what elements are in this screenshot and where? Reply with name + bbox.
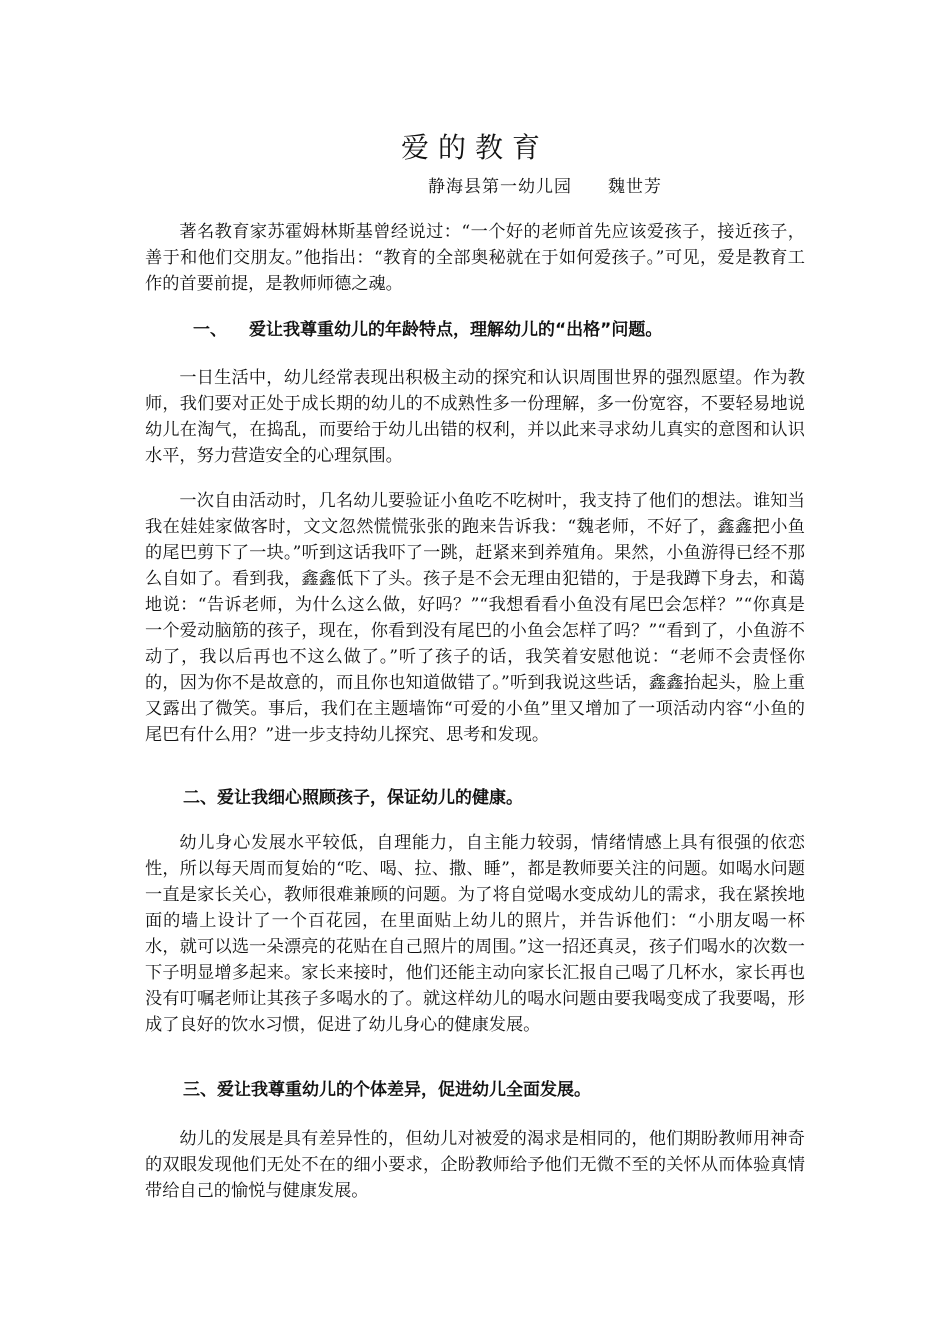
byline (428, 174, 662, 200)
section-1-paragraph-2: 一次自由活动时，几名幼儿要验证小鱼吃不吃树叶，我支持了他们的想法。谁知当我在娃娃家做客时，文文忽然慌慌张张的跑来告诉我：“魏老师，不好了，鑫鑫把小鱼的尾巴剪下了一块。”听到这话我吓了一跳，赶紧来到养殖角。果然，小鱼游得已经不那么自如了。看到我，鑫鑫低下了头。孩子是不会无理由犯错的，于是我蹲下身去，和蔼地说：“告诉老师，为什么这么做，好吗？”“我想看看小鱼没有尾巴会怎样？”“你真是一个爱动脑筋的孩子，现在，你看到没有尾巴的小鱼会怎样了吗？”“看到了，小鱼游不动了，我以后再也不这么做了。”听了孩子的话，我笑着安慰他说：“老师不会责怪你的，因为你不是故意的，而且你也知道做错了。”听到我说这些话，鑫鑫抬起头，脸上重又露出了微笑。事后，我们在主题墙饰“可爱的小鱼”里又增加了一项活动内容“小鱼的尾巴有什么用？”进一步支持幼儿探究、思考和发现。 (145, 491, 805, 745)
section-1-number: 一、 (193, 320, 227, 340)
section-2-paragraph: 幼儿身心发展水平较低，自理能力，自主能力较弱，情绪情感上具有很强的依恋性，所以每天周而复始的“吃、喝、拉、撒、睡”，都是教师要关注的问题。如喝水问题一直是家长关心，教师很难兼顾的问题。为了将自觉喝水变成幼儿的需求，我在紧挨地面的墙上设计了一个百花园，在里面贴上幼儿的照片，并告诉他们：“小朋友喝一杯水，就可以选一朵漂亮的花贴在自己照片的周围。”这一招还真灵，孩子们喝水的次数一下子明显增多起来。家长来接时，他们还能主动向家长汇报自己喝了几杯水，家长再也没有叮嘱老师让其孩子多喝水的了。就这样幼儿的喝水问题由要我喝变成了我要喝，形成了良好的饮水习惯，促进了幼儿身心的健康发展。 (145, 833, 805, 1035)
byline-organization: 静海县第一幼儿园 (428, 177, 572, 197)
section-1-heading-text: 爱让我尊重幼儿的年龄特点，理解幼儿的“出格”问题。 (249, 320, 663, 340)
section-2-heading: 二、爱让我细心照顾孩子，保证幼儿的健康。 (183, 788, 523, 808)
section-3-paragraph: 幼儿的发展是具有差异性的，但幼儿对被爱的渴求是相同的，他们期盼教师用神奇的双眼发现他们无处不在的细小要求，企盼教师给予他们无微不至的关怀从而体验真情带给自己的愉悦与健康发展。 (145, 1129, 805, 1201)
document-title: 爱的教育 (400, 131, 549, 164)
byline-author: 魏世芳 (608, 177, 662, 197)
section-3-heading: 三、爱让我尊重幼儿的个体差异，促进幼儿全面发展。 (183, 1080, 591, 1100)
section-1-heading (183, 317, 662, 343)
section-1-paragraph-1: 一日生活中，幼儿经常表现出积极主动的探究和认识周围世界的强烈愿望。作为教师，我们要对正处于成长期的幼儿的不成熟性多一份理解，多一份宽容，不要轻易地说幼儿在淘气，在捣乱，而要给于幼儿出错的权利，并以此来寻求幼儿真实的意图和认识水平，努力营造安全的心理氛围。 (145, 368, 805, 466)
intro-paragraph: 著名教育家苏霍姆林斯基曾经说过：“一个好的老师首先应该爱孩子，接近孩子，善于和他们交朋友。”他指出：“教育的全部奥秘就在于如何爱孩子。”可见，爱是教育工作的首要前提，是教师师德之魂。 (145, 222, 805, 294)
